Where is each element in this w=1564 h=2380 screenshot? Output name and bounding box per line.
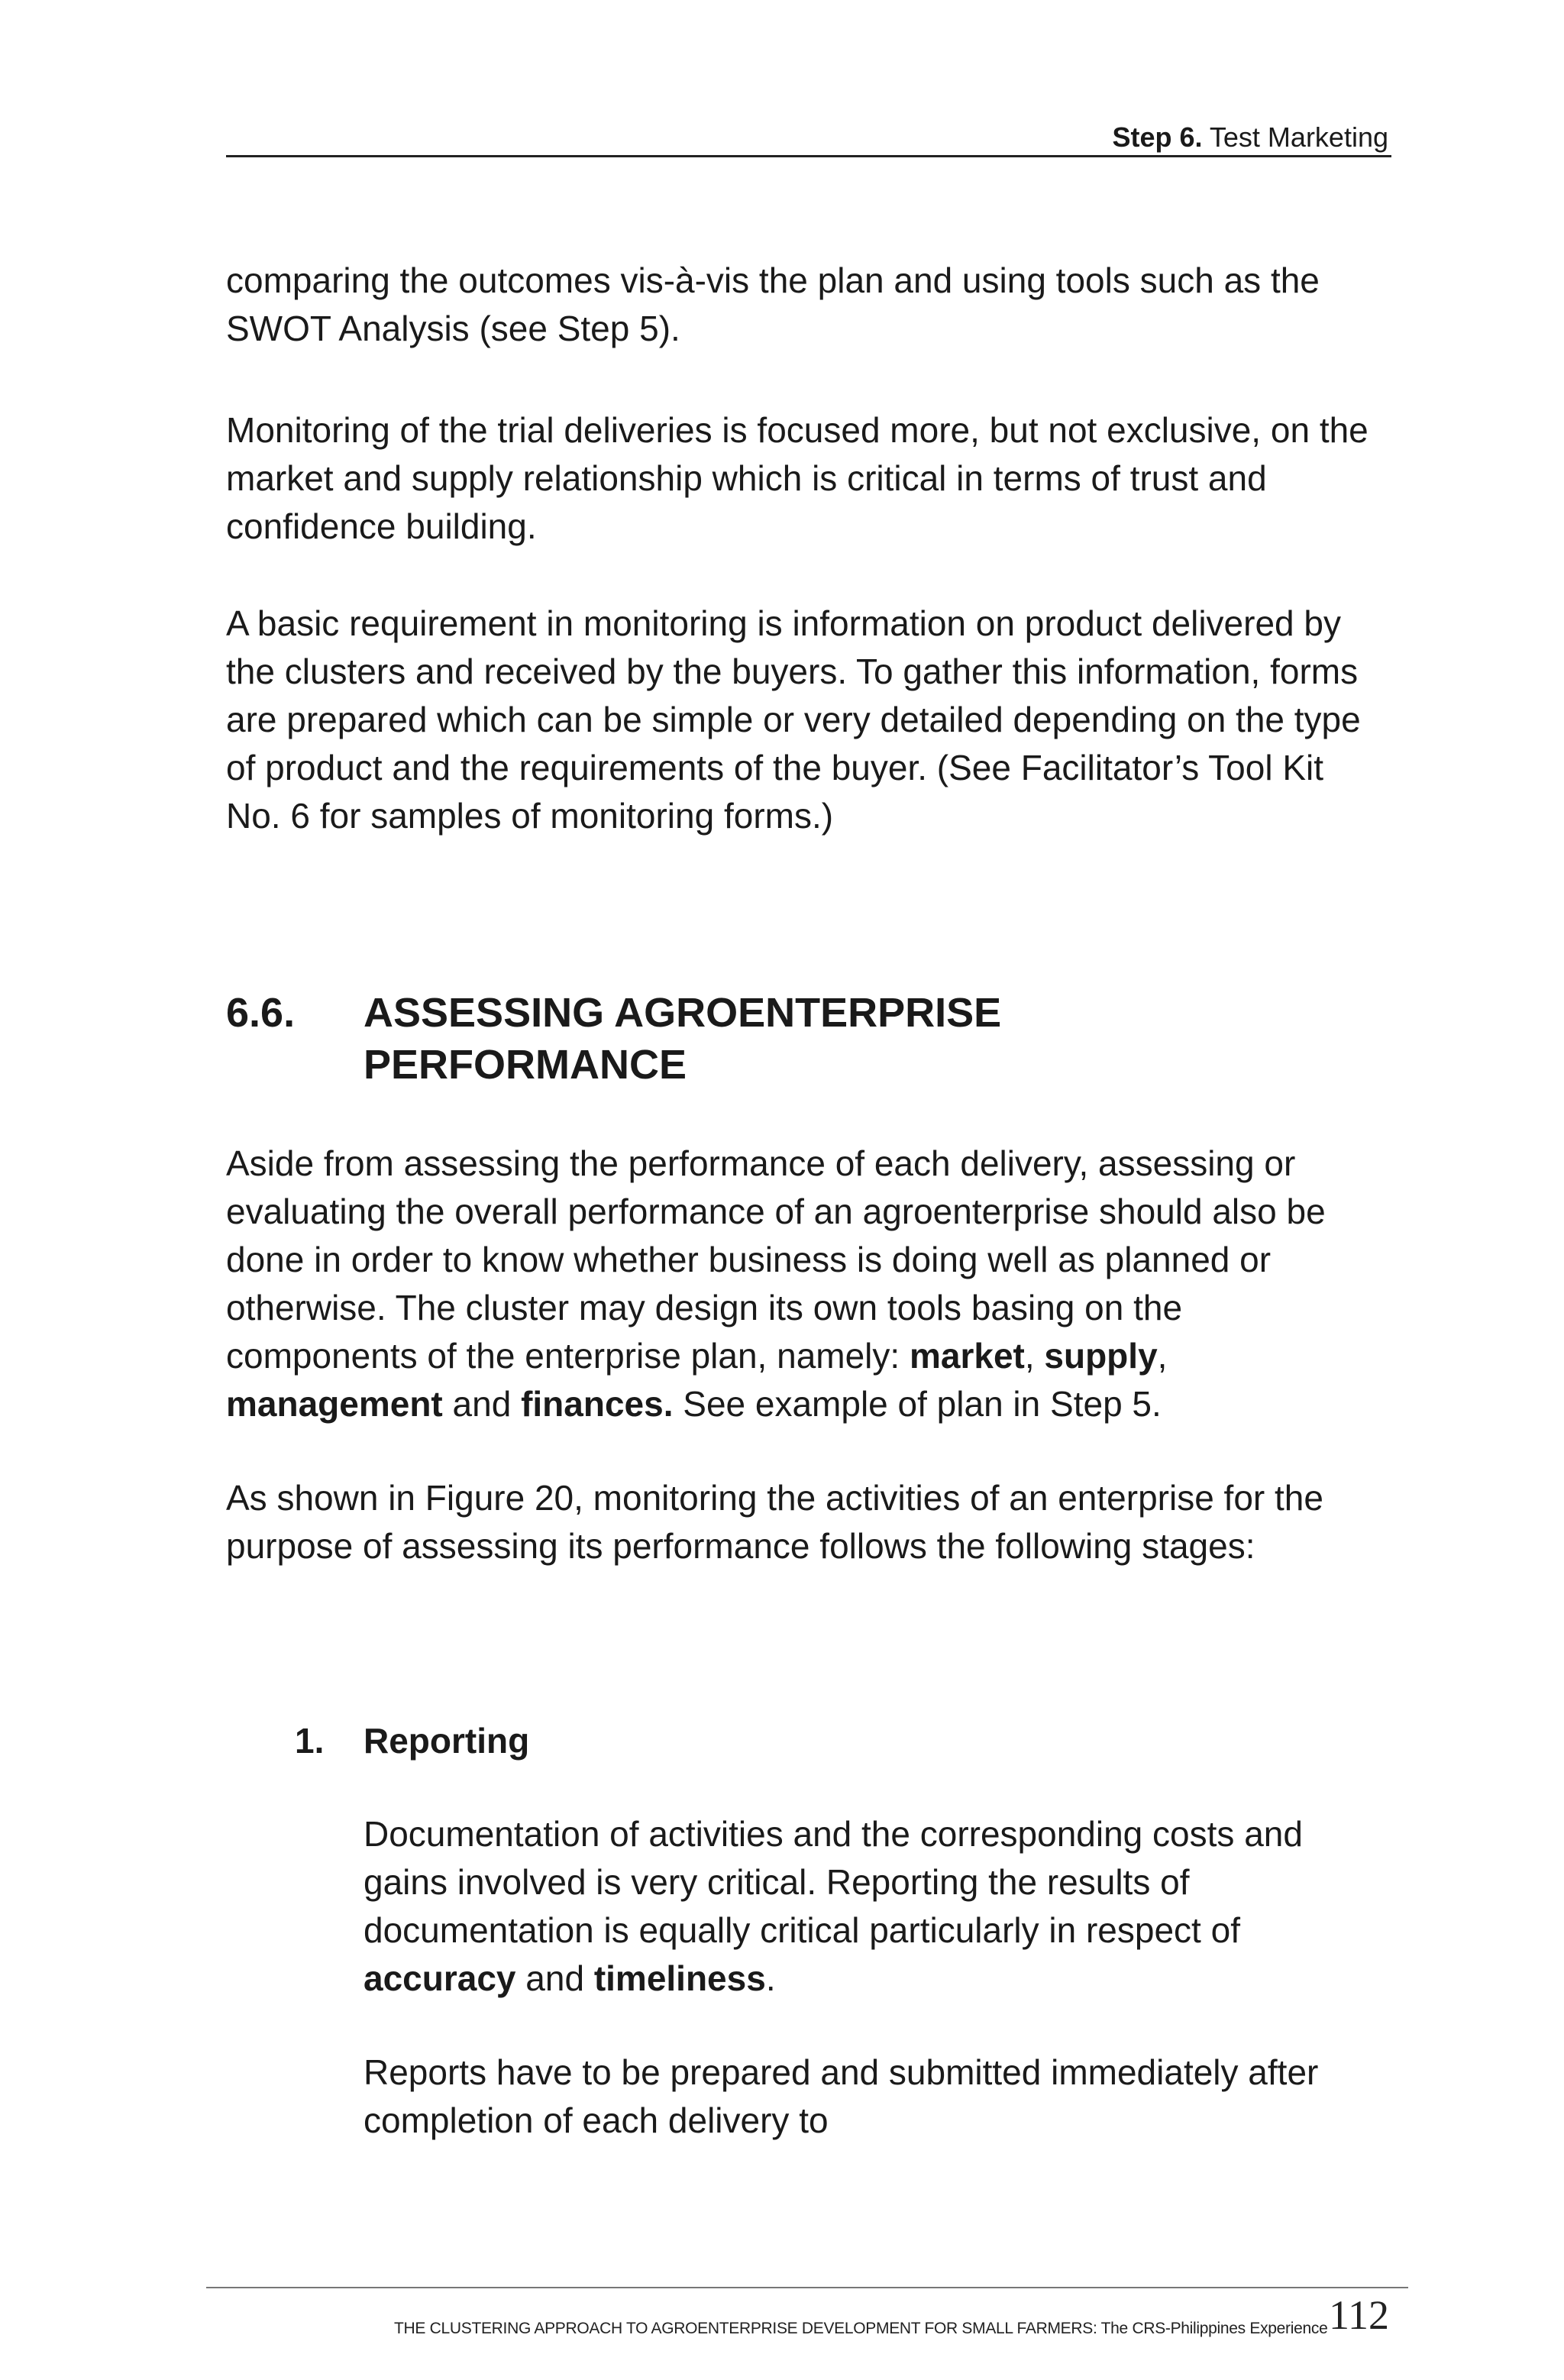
header-step-label: Step 6. [1112, 121, 1203, 153]
footer-rule [206, 2287, 1408, 2288]
documentation-text: Documentation of activities and the corresponding costs and gains involved is very critical. Reporting the results of documentation is equally critical particularly in respect of [364, 1814, 1303, 1950]
section-title [364, 987, 1204, 1091]
paragraph-aside-text: Aside from assessing the performance of each delivery, assessing or evaluating the overall performance of an agroenterprise should also be done in order to know whether business is doing well as planned or otherwise. The cluster may design its own tools basing on the components of the enterprise plan, namely: [226, 1143, 1326, 1376]
sep-1: , [1024, 1336, 1045, 1376]
footer-title: THE CLUSTERING APPROACH TO AGROENTERPRISE DEVELOPMENT FOR SMALL FARMERS: The CRS-Philippines Experience [394, 2320, 1328, 2337]
bold-accuracy: accuracy [364, 1958, 516, 1998]
bold-finances: finances. [521, 1384, 674, 1424]
body-text-top [226, 257, 1372, 840]
sep-3: and [442, 1384, 522, 1424]
running-header [226, 119, 1391, 157]
paragraph-documentation [364, 1810, 1387, 2003]
paragraph-aside [226, 1140, 1372, 1428]
paragraph-figure-20: As shown in Figure 20, monitoring the activities of an enterprise for the purpose of assessing its performance follows the following stages: [226, 1478, 1323, 1566]
body-text-section [226, 1140, 1372, 1570]
paragraph-continuation: comparing the outcomes vis-à-vis the plan and using tools such as the SWOT Analysis (see Step 5). [226, 260, 1320, 348]
bold-timeliness: timeliness [593, 1958, 766, 1998]
sep-2: , [1157, 1336, 1168, 1376]
paragraph-monitoring: Monitoring of the trial deliveries is focused more, but not exclusive, on the market and supply relationship which is critical in terms of trust and confidence building. [226, 410, 1368, 546]
header-step-title: Test Marketing [1209, 121, 1388, 153]
paragraph-aside-tail: See example of plan in Step 5. [673, 1384, 1162, 1424]
section-number: 6.6. [226, 990, 296, 1036]
list-item-title: Reporting [364, 1721, 530, 1761]
bold-management: management [226, 1384, 443, 1424]
bold-supply: supply [1044, 1336, 1158, 1376]
documentation-end: . [765, 1958, 776, 1998]
section-title-line2: PERFORMANCE [364, 1042, 687, 1088]
paragraph-basic-requirement: A basic requirement in monitoring is information on product delivered by the clusters and received by the buyers. To gather this information, forms are prepared which can be simple or very detailed depending on the type of product and the requirements of the buyer. (See Facilitator’s Tool Kit No. 6 for samples of monitoring forms.) [226, 603, 1361, 836]
list-item-body [364, 1810, 1387, 2145]
documentation-mid: and [515, 1958, 594, 1998]
section-title-line1: ASSESSING AGROENTERPRISE [364, 990, 1002, 1036]
page-number: 112 [1329, 2292, 1389, 2338]
list-item-number: 1. [295, 1721, 325, 1761]
paragraph-reports: Reports have to be prepared and submitted immediately after completion of each delivery to [364, 2052, 1319, 2140]
bold-market: market [909, 1336, 1025, 1376]
